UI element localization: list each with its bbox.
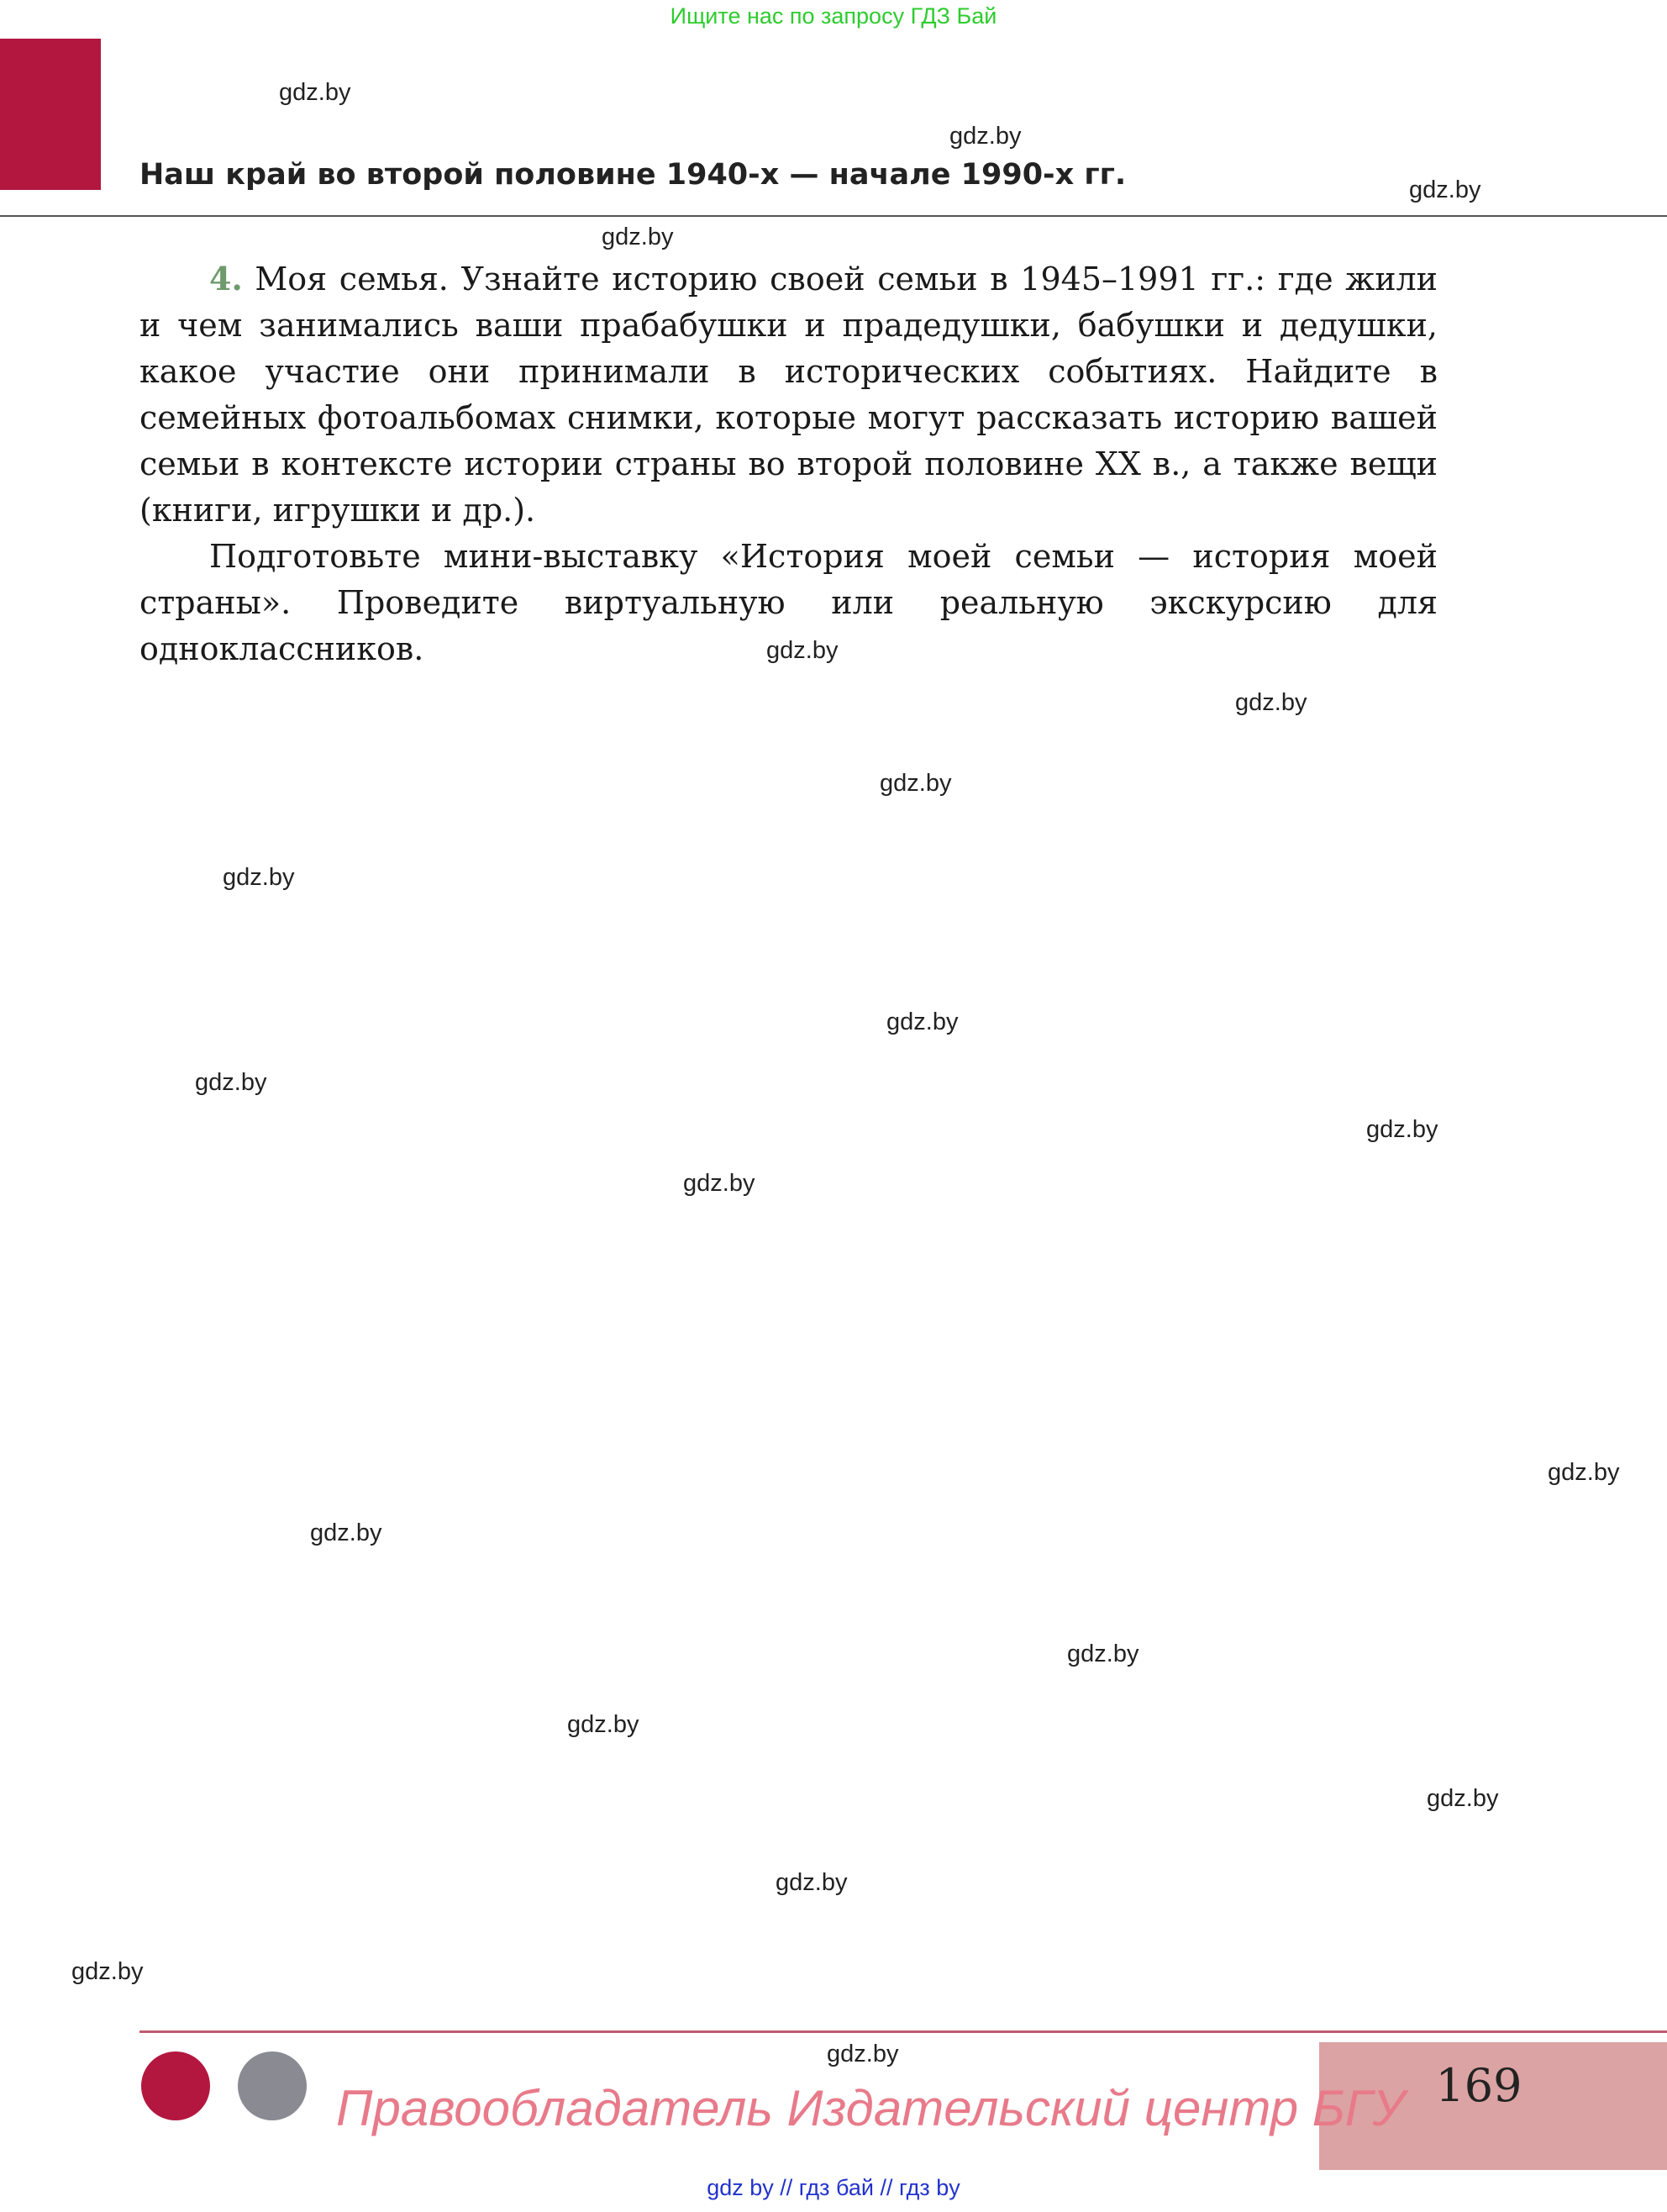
watermark: gdz.by — [880, 770, 952, 797]
page-number: 169 — [1435, 2059, 1522, 2112]
watermark: gdz.by — [567, 1711, 639, 1738]
chapter-color-tab — [0, 39, 101, 190]
watermark: gdz.by — [1409, 176, 1481, 203]
chapter-title: Наш край во второй половине 1940-х — начале 1990-х гг. — [139, 158, 1127, 192]
red-circle-icon — [141, 2051, 210, 2120]
watermark: gdz.by — [1235, 689, 1307, 716]
task-number: 4. — [209, 260, 243, 298]
task-text-1: Моя семья. Узнайте историю своей семьи в 1945–1991 гг.: где жили и чем занимались ваши прабабушки и прадедушки, бабушки и дедушки, какое участие они принимали в исторических событиях. Найдите в семейных фотоальбомах снимки, которые могут рассказать историю вашей семьи в контексте истории страны во второй половине XX в., а также вещи (книги, игрушки и др.). — [139, 261, 1438, 529]
gray-circle-icon — [238, 2051, 307, 2120]
bottom-links[interactable]: gdz by // гдз бай // гдз by — [707, 2175, 960, 2200]
watermark: gdz.by — [683, 1170, 755, 1197]
watermark: gdz.by — [776, 1869, 848, 1896]
watermark: gdz.by — [766, 637, 839, 664]
watermark: gdz.by — [195, 1069, 267, 1096]
header-divider — [0, 215, 1667, 217]
watermark: gdz.by — [949, 123, 1022, 150]
top-banner: Ищите нас по запросу ГДЗ Бай — [670, 3, 997, 29]
footer-divider — [139, 2030, 1667, 2033]
watermark: gdz.by — [1067, 1641, 1139, 1667]
watermark: gdz.by — [1427, 1785, 1499, 1812]
watermark: gdz.by — [223, 864, 295, 891]
copyright-notice: Правообладатель Издательский центр БГУ — [336, 2080, 1405, 2136]
watermark: gdz.by — [1548, 1459, 1620, 1486]
watermark: gdz.by — [827, 2041, 899, 2067]
task-paragraph-1 — [139, 255, 1438, 534]
watermark: gdz.by — [310, 1519, 382, 1546]
watermark: gdz.by — [71, 1958, 144, 1985]
watermark: gdz.by — [602, 224, 674, 250]
task-paragraph-2: Подготовьте мини-выставку «История моей семьи — история моей страны». Проведите виртуальную или реальную экскурсию для одноклассников. — [139, 538, 1438, 667]
task-4 — [139, 255, 1438, 672]
watermark: gdz.by — [1366, 1116, 1438, 1143]
watermark: gdz.by — [886, 1009, 959, 1035]
watermark: gdz.by — [279, 79, 351, 106]
